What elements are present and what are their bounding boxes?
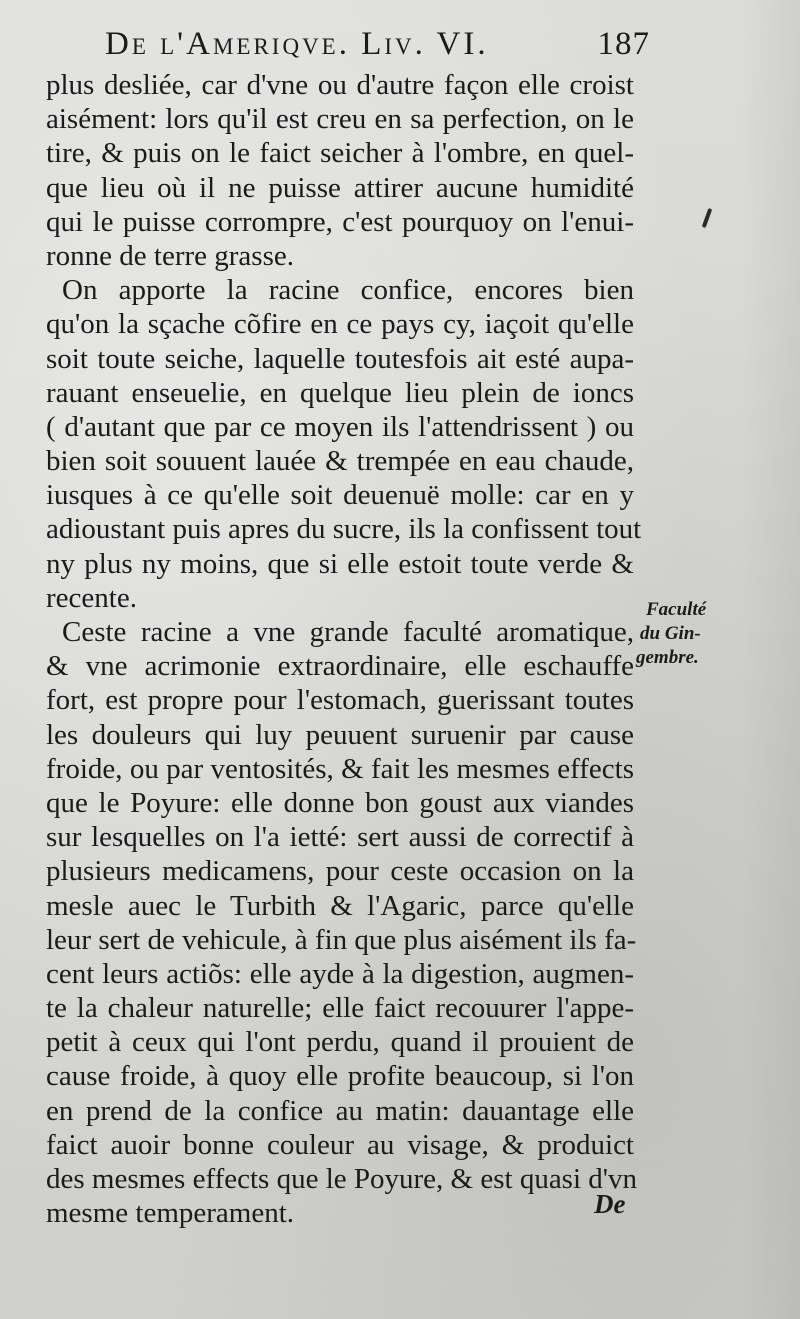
page-number: 187	[597, 26, 650, 62]
text-line: recente.	[46, 581, 137, 614]
marginal-note-line: Faculté	[646, 599, 707, 620]
text-line: en prend de la confice au matin: dauantage elle	[46, 1094, 634, 1127]
text-line: faict auoir bonne couleur au visage, & produict	[46, 1128, 634, 1161]
text-line: que le Poyure: elle donne bon goust aux viandes	[46, 786, 634, 819]
text-line: iusques à ce qu'elle soit deuenuë molle: car en y	[46, 479, 634, 512]
text-line: Ceste racine a vne grande faculté aromatique,	[62, 616, 634, 648]
text-line: mesme temperament.	[46, 1197, 295, 1230]
text-line: rauant enseuelie, en quelque lieu plein de ioncs	[46, 376, 634, 409]
marginal-note-line: du Gin-	[640, 623, 701, 644]
text-line: ronne de terre grasse.	[46, 239, 294, 272]
marginal-note-line: gembre.	[636, 647, 699, 668]
text-line: qui le puisse corrompre, c'est pourquoy on l'enui-	[46, 205, 634, 238]
text-line: On apporte la racine confice, encores bien	[62, 274, 634, 307]
text-line: les douleurs qui luy peuuent suruenir par cause	[46, 718, 634, 751]
text-line: soit toute seiche, laquelle toutesfois ait esté aupa-	[46, 342, 634, 375]
text-line: leur sert de vehicule, à fin que plus aisément ils fa-	[46, 923, 637, 956]
text-line: sur lesquelles on l'a ietté: sert aussi de correctif à	[46, 821, 634, 854]
text-line: bien soit souuent lauée & trempée en eau chaude,	[46, 445, 634, 478]
text-line: ny plus ny moins, que si elle estoit toute verde &	[46, 547, 634, 580]
marginal-note	[636, 598, 746, 670]
text-line: plus desliée, car d'vne ou d'autre façon elle croist	[46, 69, 634, 101]
text-line: cause froide, à quoy elle profite beaucoup, si l'on	[46, 1060, 634, 1093]
text-line: que lieu où il ne puisse attirer aucune humidité	[46, 171, 634, 204]
text-line: mesle auec le Turbith & l'Agaric, parce qu'elle	[46, 889, 634, 922]
catchword: De	[594, 1189, 626, 1219]
text-line: des mesmes effects que le Poyure, & est quasi d'vn	[46, 1163, 638, 1195]
text-line: tire, & puis on le faict seicher à l'ombre, en quel-	[46, 137, 634, 170]
running-head	[105, 24, 650, 64]
text-line: petit à ceux qui l'ont perdu, quand il prouient de	[46, 1026, 634, 1059]
text-line: qu'on la sçache cõfire en ce pays cy, iaçoit qu'elle	[46, 308, 634, 341]
text-line: aisément: lors qu'il est creu en sa perfection, on le	[46, 103, 634, 136]
text-line: fort, est propre pour l'estomach, guerissant toutes	[46, 684, 634, 717]
text-line: froide, ou par ventosités, & fait les mesmes effects	[46, 752, 634, 785]
text-line: adioustant puis apres du sucre, ils la confissent tout	[46, 513, 642, 546]
ink-mark	[702, 208, 713, 228]
page-edge-shadow	[740, 0, 800, 1319]
body-text	[46, 68, 642, 1230]
running-head-title: De l'Ameriqve. Liv. VI.	[105, 26, 489, 62]
text-line: plusieurs medicamens, pour ceste occasion on la	[46, 855, 634, 888]
text-line: te la chaleur naturelle; elle faict recouurer l'appe-	[46, 992, 634, 1025]
text-line: & vne acrimonie extraordinaire, elle eschauffe	[46, 650, 634, 683]
text-line: ( d'autant que par ce moyen ils l'attendrissent ) ou	[46, 410, 634, 443]
text-line: cent leurs actiõs: elle ayde à la digestion, augmen-	[46, 957, 634, 990]
